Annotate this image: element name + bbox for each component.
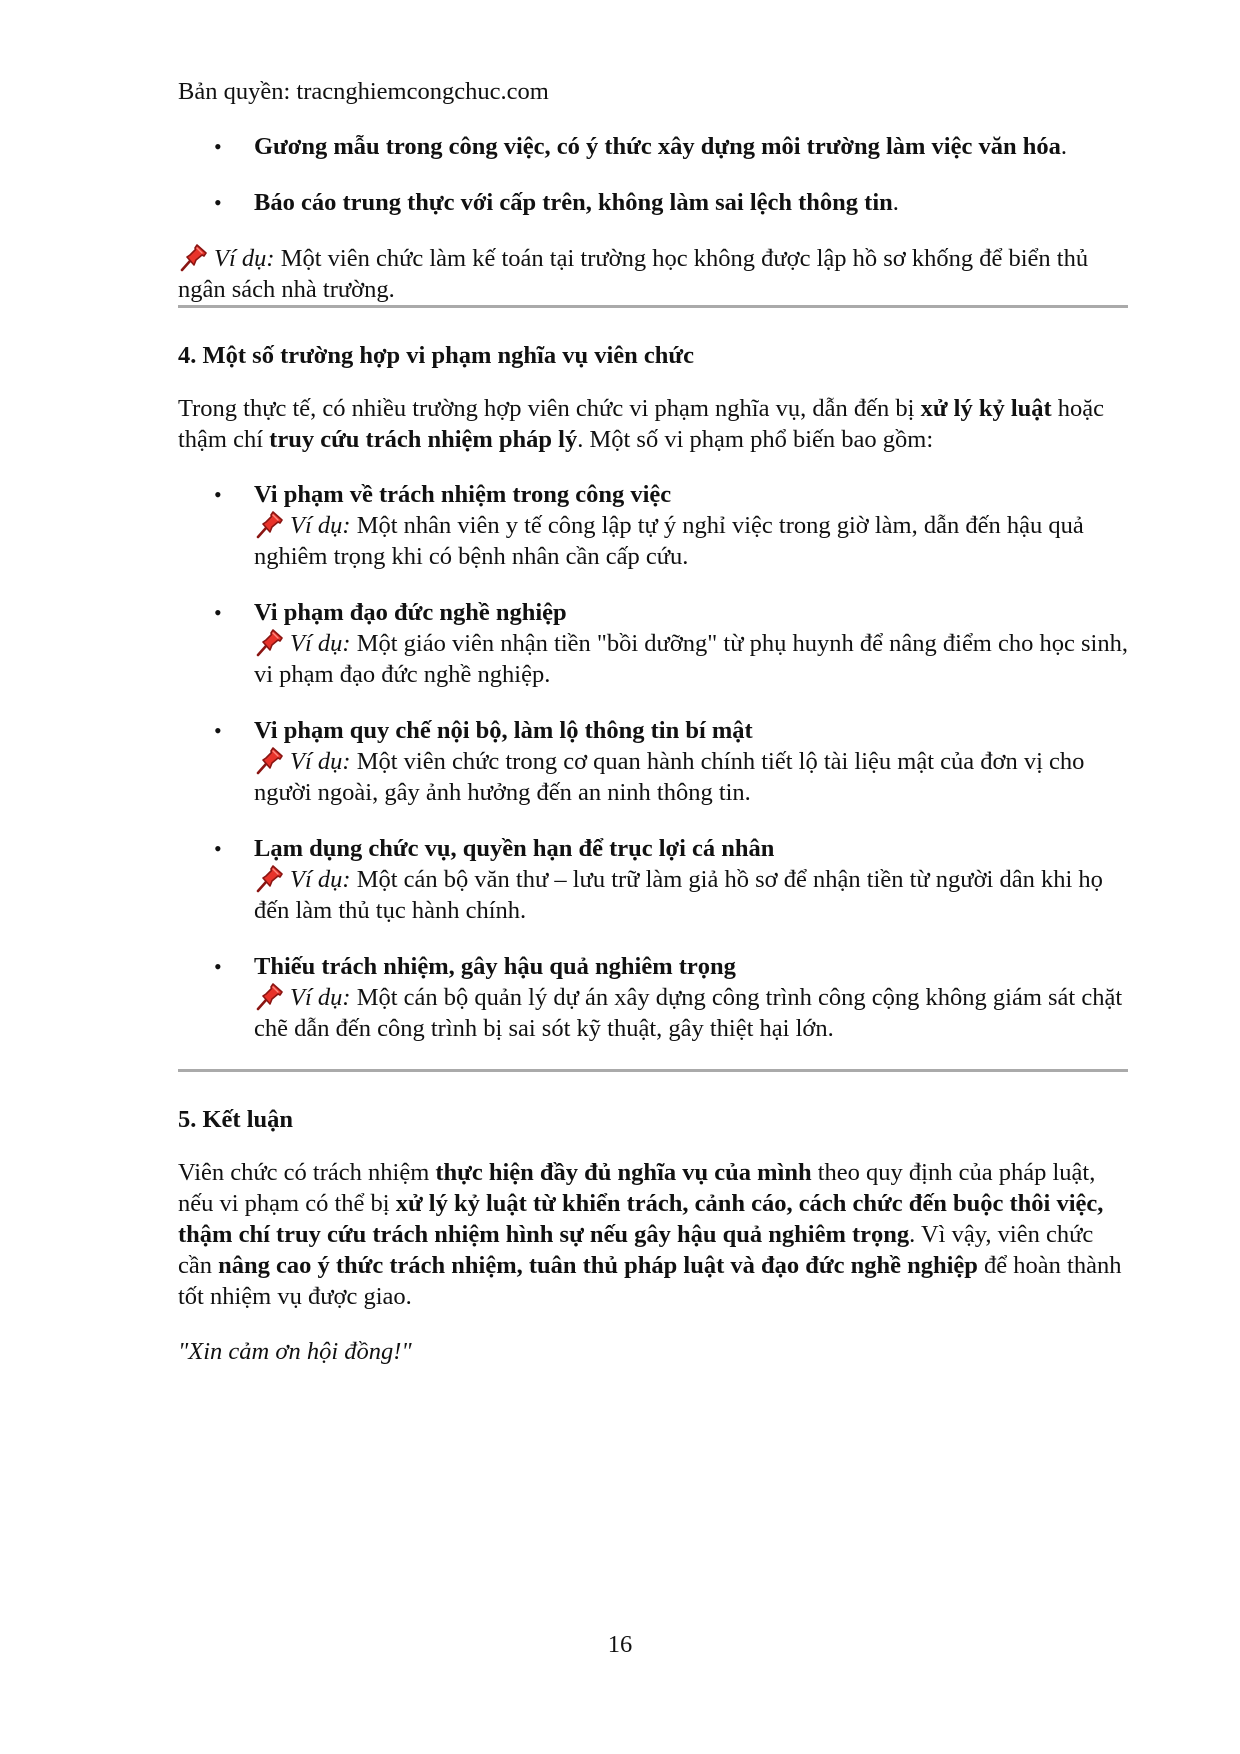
violation-title: Thiếu trách nhiệm, gây hậu quả nghiêm trọng: [254, 953, 736, 980]
example-text: Một viên chức làm kế toán tại trường học không được lập hồ sơ khống để biển thủ ngân sách nhà trường.: [178, 245, 1089, 303]
violation-title: Vi phạm quy chế nội bộ, làm lộ thông tin bí mật: [254, 717, 753, 744]
section4-intro: Trong thực tế, có nhiều trường hợp viên chức vi phạm nghĩa vụ, dẫn đến bị xử lý kỷ luật hoặc thậm chí truy cứu trách nhiệm pháp lý. Một số vi phạm phổ biến bao gồm:: [178, 395, 1105, 453]
example-label: Ví dụ:: [290, 984, 351, 1011]
page-number: 16: [607, 1631, 633, 1658]
example-label: Ví dụ:: [214, 245, 275, 272]
violation-list: [178, 479, 1128, 1044]
list-item: • Gương mẫu trong công việc, có ý thức xây dựng môi trường làm việc văn hóa.: [178, 131, 1128, 162]
example-text: Một viên chức trong cơ quan hành chính tiết lộ tài liệu mật của đơn vị cho người ngoài, gây ảnh hưởng đến an ninh thông tin.: [254, 748, 1085, 806]
example-text: Một giáo viên nhận tiền "bồi dưỡng" từ phụ huynh để nâng điểm cho học sinh, vi phạm đạo đức nghề nghiệp.: [254, 630, 1128, 688]
pushpin-icon: [254, 747, 284, 775]
section5-heading: 5. Kết luận: [178, 1106, 294, 1133]
list-item: [178, 597, 1128, 690]
pushpin-icon: [178, 244, 208, 272]
closing-thanks: "Xin cảm ơn hội đồng!": [178, 1338, 412, 1365]
list-item: [178, 951, 1128, 1044]
bullet-bold-text: Gương mẫu trong công việc, có ý thức xây dựng môi trường làm việc văn hóa: [254, 133, 1061, 160]
violation-title: Lạm dụng chức vụ, quyền hạn để trục lợi cá nhân: [254, 835, 775, 862]
example-text: Một cán bộ văn thư – lưu trữ làm giả hồ sơ để nhận tiền từ người dân khi họ đến làm thủ tục hành chính.: [254, 866, 1103, 924]
violation-title: Vi phạm về trách nhiệm trong công việc: [254, 481, 672, 508]
pushpin-icon: [254, 629, 284, 657]
conclusion-paragraph: Viên chức có trách nhiệm thực hiện đầy đủ nghĩa vụ của mình theo quy định của pháp luật, nếu vi phạm có thể bị xử lý kỷ luật từ khiển trách, cảnh cáo, cách chức đến buộc thôi việc, thậm chí truy cứu trách nhiệm hình sự nếu gây hậu quả nghiêm trọng. Vì vậy, viên chức cần nâng cao ý thức trách nhiệm, tuân thủ pháp luật và đạo đức nghề nghiệp để hoàn thành tốt nhiệm vụ được giao.: [178, 1159, 1122, 1310]
example-label: Ví dụ:: [290, 512, 351, 539]
example-label: Ví dụ:: [290, 748, 351, 775]
pushpin-icon: [254, 983, 284, 1011]
pushpin-icon: [254, 511, 284, 539]
list-item: [178, 479, 1128, 572]
bullet-bold-text: Báo cáo trung thực với cấp trên, không làm sai lệch thông tin: [254, 189, 893, 216]
section4-heading: 4. Một số trường hợp vi phạm nghĩa vụ viên chức: [178, 342, 694, 369]
divider: [178, 305, 1128, 308]
list-item: [178, 715, 1128, 808]
list-item: • Báo cáo trung thực với cấp trên, không làm sai lệch thông tin.: [178, 187, 1128, 218]
divider: [178, 1069, 1128, 1072]
example-text: Một cán bộ quản lý dự án xây dựng công trình công cộng không giám sát chặt chẽ dẫn đến công trình bị sai sót kỹ thuật, gây thiệt hại lớn.: [254, 984, 1123, 1042]
section3-bullet-list: [178, 131, 1128, 218]
copyright-line: Bản quyền: tracnghiemcongchuc.com: [178, 78, 549, 105]
example-label: Ví dụ:: [290, 630, 351, 657]
list-item: [178, 833, 1128, 926]
document-page: [178, 76, 1128, 1367]
violation-title: Vi phạm đạo đức nghề nghiệp: [254, 599, 567, 626]
pushpin-icon: [254, 865, 284, 893]
example-label: Ví dụ:: [290, 866, 351, 893]
section3-example: [178, 243, 1128, 305]
example-text: Một nhân viên y tế công lập tự ý nghỉ việc trong giờ làm, dẫn đến hậu quả nghiêm trọng khi có bệnh nhân cần cấp cứu.: [254, 512, 1084, 570]
